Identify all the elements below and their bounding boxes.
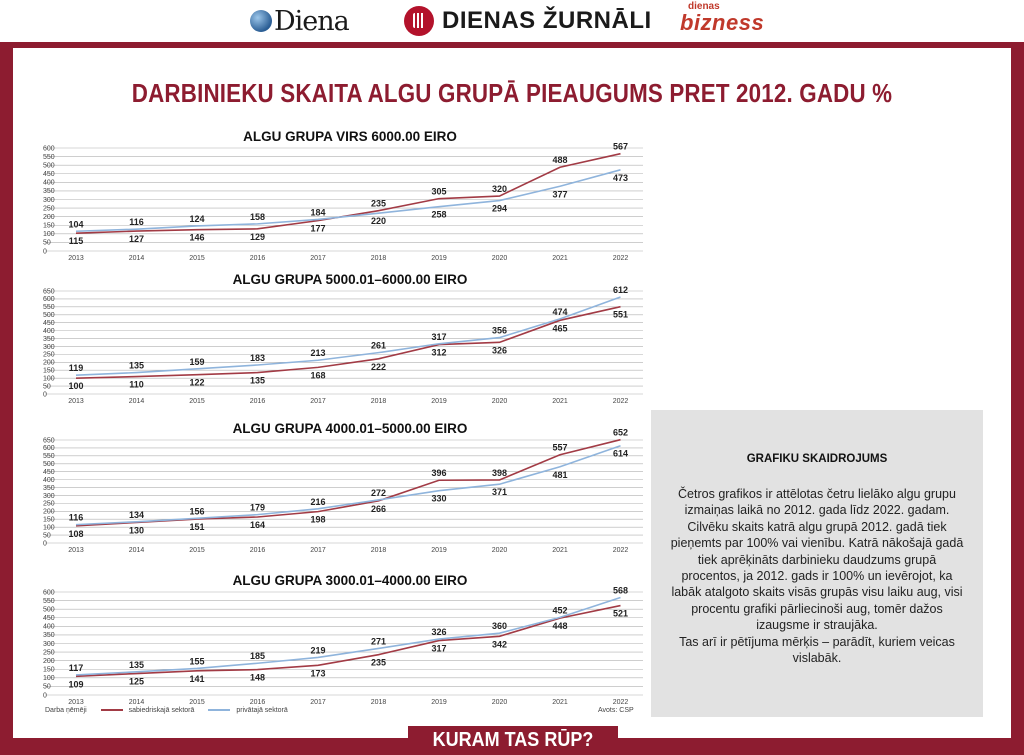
y-tick-label: 0 — [43, 248, 47, 256]
y-tick-label: 450 — [43, 468, 55, 476]
y-tick-label: 350 — [43, 188, 55, 196]
private-data-label: 159 — [189, 356, 205, 367]
y-tick-label: 300 — [43, 492, 55, 500]
x-tick-label: 2021 — [552, 255, 568, 262]
x-tick-label: 2019 — [431, 255, 447, 262]
private-data-label: 127 — [128, 234, 145, 245]
x-tick-label: 2014 — [128, 547, 145, 554]
x-tick-label: 2019 — [431, 398, 447, 405]
public-data-label: 129 — [249, 231, 266, 242]
y-tick-label: 50 — [43, 683, 51, 691]
x-tick-label: 2013 — [68, 699, 84, 706]
private-data-label: 185 — [249, 651, 266, 662]
private-data-label: 330 — [431, 493, 447, 504]
public-sector-line — [76, 440, 621, 526]
x-tick-label: 2021 — [552, 547, 568, 554]
public-data-label: 465 — [552, 323, 568, 334]
x-tick-label: 2016 — [249, 547, 266, 554]
x-tick-label: 2018 — [370, 255, 387, 262]
private-data-label: 135 — [128, 659, 145, 670]
brand-dienas-bizness[interactable] — [680, 2, 764, 36]
y-tick-label: 150 — [43, 516, 55, 524]
book-icon — [404, 6, 434, 36]
y-tick-label: 200 — [43, 359, 55, 367]
brand-diena[interactable] — [250, 4, 349, 38]
public-data-label: 342 — [491, 639, 508, 650]
private-data-label: 119 — [68, 363, 84, 374]
private-data-label: 220 — [370, 216, 387, 227]
chart-title-2: ALGU GRUPA 5000.01–6000.00 EIRO — [232, 272, 468, 287]
public-data-label: 177 — [310, 223, 326, 234]
public-data-label: 396 — [431, 468, 447, 479]
public-data-label: 652 — [612, 427, 629, 438]
public-sector-line — [76, 154, 621, 233]
private-data-label: 474 — [552, 306, 568, 317]
public-data-label: 320 — [491, 184, 508, 195]
x-tick-label: 2016 — [249, 255, 266, 262]
bottom-tab-label: KURAM TAS RŪP? — [432, 729, 594, 751]
chart-title-3: ALGU GRUPA 4000.01–5000.00 EIRO — [232, 421, 468, 436]
private-data-label: 371 — [491, 487, 508, 498]
x-tick-label: 2022 — [612, 255, 629, 262]
public-data-label: 116 — [129, 217, 144, 228]
x-tick-label: 2021 — [552, 398, 568, 405]
public-data-label: 164 — [249, 520, 266, 531]
y-tick-label: 250 — [43, 500, 55, 508]
y-tick-label: 50 — [43, 239, 51, 247]
y-tick-label: 100 — [43, 524, 55, 532]
private-data-label: 117 — [68, 662, 84, 673]
public-data-label: 557 — [552, 442, 568, 453]
info-heading: GRAFIKU SKAIDROJUMS — [746, 453, 888, 465]
chart-title-1: ALGU GRUPA VIRS 6000.00 EIRO — [243, 129, 457, 144]
x-tick-label: 2013 — [68, 398, 84, 405]
y-tick-label: 150 — [43, 222, 55, 230]
x-tick-label: 2019 — [431, 699, 447, 706]
y-tick-label: 250 — [43, 205, 55, 213]
brand-diena-label: Diena — [274, 5, 349, 37]
public-sector-line — [76, 606, 621, 677]
private-data-label: 216 — [310, 496, 326, 507]
y-tick-label: 200 — [43, 657, 55, 665]
public-data-label: 124 — [189, 213, 205, 224]
y-tick-label: 350 — [43, 632, 55, 640]
brand-dienas-bizness-top: dienas — [688, 1, 720, 12]
public-data-label: 551 — [612, 309, 629, 320]
y-tick-label: 600 — [43, 589, 55, 597]
y-tick-label: 50 — [43, 383, 51, 391]
private-data-label: 612 — [612, 285, 629, 296]
y-tick-label: 550 — [43, 304, 55, 312]
x-tick-label: 2013 — [68, 547, 84, 554]
source-note: Avots: CSP — [598, 707, 634, 714]
private-data-label: 134 — [128, 509, 145, 520]
y-tick-label: 400 — [43, 327, 55, 335]
y-tick-label: 350 — [43, 335, 55, 343]
x-tick-label: 2015 — [189, 398, 205, 405]
x-tick-label: 2018 — [370, 547, 387, 554]
x-tick-label: 2018 — [370, 699, 387, 706]
private-data-label: 258 — [431, 209, 447, 220]
x-tick-label: 2022 — [612, 699, 629, 706]
public-data-label: 398 — [491, 467, 508, 478]
x-tick-label: 2015 — [189, 699, 205, 706]
private-data-label: 183 — [249, 353, 266, 364]
legend-public-label: sabiedriskajā sektorā — [128, 707, 195, 714]
y-tick-label: 450 — [43, 319, 55, 327]
private-data-label: 294 — [491, 203, 508, 214]
y-tick-label: 550 — [43, 453, 55, 461]
private-data-label: 326 — [431, 627, 447, 638]
public-data-label: 135 — [249, 375, 266, 386]
public-data-label: 567 — [612, 141, 629, 152]
private-data-label: 261 — [370, 340, 387, 351]
private-data-label: 219 — [310, 645, 326, 656]
public-data-label: 100 — [68, 381, 84, 392]
public-data-label: 266 — [370, 503, 387, 514]
y-tick-label: 500 — [43, 162, 55, 170]
x-tick-label: 2017 — [310, 255, 326, 262]
x-tick-label: 2019 — [431, 547, 447, 554]
x-tick-label: 2022 — [612, 547, 629, 554]
private-data-label: 271 — [370, 636, 387, 647]
x-tick-label: 2017 — [310, 398, 326, 405]
y-tick-label: 0 — [43, 692, 47, 700]
y-tick-label: 100 — [43, 675, 55, 683]
private-data-label: 356 — [491, 325, 508, 336]
y-tick-label: 600 — [43, 445, 55, 453]
x-tick-label: 2020 — [491, 398, 508, 405]
y-tick-label: 300 — [43, 196, 55, 204]
private-data-label: 213 — [310, 348, 326, 359]
y-tick-label: 0 — [43, 540, 47, 548]
y-tick-label: 400 — [43, 179, 55, 187]
x-tick-label: 2013 — [68, 255, 84, 262]
public-data-label: 141 — [189, 673, 205, 684]
chart-4 — [0, 585, 700, 709]
page-title: DARBINIEKU SKAITA ALGU GRUPĀ PIEAUGUMS PRET 2012. GADU % — [131, 78, 893, 108]
y-tick-label: 250 — [43, 649, 55, 657]
x-tick-label: 2014 — [128, 398, 145, 405]
y-tick-label: 500 — [43, 312, 55, 320]
y-tick-label: 200 — [43, 213, 55, 221]
public-data-label: 235 — [370, 657, 387, 668]
private-data-label: 473 — [612, 172, 629, 183]
y-tick-label: 500 — [43, 606, 55, 614]
public-data-label: 305 — [431, 186, 447, 197]
private-data-label: 116 — [68, 512, 84, 523]
info-text-2: Tas arī ir pētījuma mērķis – parādīt, kuriem veicas vislabāk. — [679, 634, 955, 666]
public-data-label: 168 — [310, 370, 326, 381]
x-tick-label: 2015 — [189, 547, 205, 554]
public-data-label: 198 — [310, 514, 326, 525]
public-data-label: 317 — [431, 643, 447, 654]
x-tick-label: 2017 — [310, 547, 326, 554]
private-sector-line — [76, 170, 621, 231]
x-tick-label: 2020 — [491, 255, 508, 262]
info-text: Četros grafikos ir attēlotas četru lielāko algu grupu izmaiņas laikā no 2012. gada līdz 2022. gadam. Cilvēku skaits katrā algu grupā 2012. gadā tiek pieņemts par 100% vai vienību. Katrā nākošajā gadā tiek aprēķināts darbinieku daudzums grupā procentos, ja 2012. gads ir 100% un ievērojot, ka labāk atalgoto skaits visās grupās visu laiku aug, visi procentu grafiki pārliecinoši aug, tomēr dažos izaugsme ir straujāka. — [670, 487, 964, 633]
y-tick-label: 550 — [43, 597, 55, 605]
y-tick-label: 200 — [43, 508, 55, 516]
top-bar — [0, 0, 1024, 42]
public-data-label: 448 — [552, 621, 568, 632]
private-data-label: 115 — [68, 236, 84, 247]
y-tick-label: 100 — [43, 375, 55, 383]
y-tick-label: 400 — [43, 476, 55, 484]
public-data-label: 173 — [310, 668, 326, 679]
brand-dienas-zurnali[interactable] — [404, 4, 652, 38]
private-data-label: 360 — [491, 621, 508, 632]
chart-1 — [0, 141, 700, 265]
private-data-label: 158 — [249, 211, 266, 222]
private-sector-line — [76, 446, 621, 525]
legend-private-label: privātajā sektorā — [236, 707, 288, 714]
private-data-label: 155 — [189, 656, 205, 667]
x-tick-label: 2018 — [370, 398, 387, 405]
private-data-label: 452 — [552, 605, 568, 616]
private-data-label: 272 — [370, 487, 387, 498]
public-data-label: 109 — [68, 679, 84, 690]
y-tick-label: 0 — [43, 391, 47, 399]
private-data-label: 146 — [189, 232, 205, 243]
x-tick-label: 2021 — [552, 699, 568, 706]
y-tick-label: 250 — [43, 351, 55, 359]
public-data-label: 125 — [128, 676, 145, 687]
chart-legend — [45, 707, 288, 714]
private-data-label: 377 — [552, 189, 568, 200]
public-data-label: 222 — [370, 361, 387, 372]
public-data-label: 521 — [612, 608, 629, 619]
private-data-label: 614 — [612, 448, 629, 459]
public-data-label: 151 — [189, 522, 205, 533]
brand-dienas-bizness-label: bizness — [680, 10, 765, 35]
legend-title: Darba ņēmēji — [45, 707, 87, 714]
public-data-label: 326 — [491, 345, 508, 356]
legend-private — [208, 707, 287, 714]
public-data-label: 488 — [552, 155, 568, 166]
private-data-label: 317 — [431, 331, 447, 342]
private-data-label: 135 — [128, 360, 145, 371]
private-data-label: 481 — [552, 469, 568, 480]
public-data-label: 235 — [370, 198, 387, 209]
y-tick-label: 300 — [43, 343, 55, 351]
x-tick-label: 2020 — [491, 547, 508, 554]
y-tick-label: 500 — [43, 461, 55, 469]
info-body — [667, 486, 967, 666]
y-tick-label: 300 — [43, 640, 55, 648]
public-data-label: 110 — [129, 379, 144, 390]
public-data-label: 104 — [68, 219, 84, 230]
y-tick-label: 100 — [43, 231, 55, 239]
y-tick-label: 450 — [43, 615, 55, 623]
private-data-label: 184 — [310, 207, 326, 218]
private-data-label: 179 — [249, 502, 266, 513]
public-data-label: 312 — [431, 347, 447, 358]
public-data-label: 130 — [128, 525, 145, 536]
y-tick-label: 650 — [43, 288, 55, 296]
brand-dienas-zurnali-label: DIENAS ŽURNĀLI — [442, 7, 652, 34]
x-tick-label: 2014 — [128, 699, 145, 706]
private-data-label: 156 — [189, 506, 205, 517]
y-tick-label: 150 — [43, 367, 55, 375]
x-tick-label: 2016 — [249, 398, 266, 405]
y-tick-label: 600 — [43, 145, 55, 153]
public-data-label: 122 — [189, 377, 205, 388]
legend-public — [101, 707, 195, 714]
x-tick-label: 2016 — [249, 699, 266, 706]
x-tick-label: 2022 — [612, 398, 629, 405]
x-tick-label: 2014 — [128, 255, 145, 262]
private-data-label: 568 — [612, 585, 629, 596]
y-tick-label: 650 — [43, 437, 55, 445]
x-tick-label: 2020 — [491, 699, 508, 706]
x-tick-label: 2015 — [189, 255, 205, 262]
y-tick-label: 450 — [43, 171, 55, 179]
chart-2 — [0, 285, 700, 408]
public-data-label: 148 — [249, 672, 266, 683]
y-tick-label: 150 — [43, 666, 55, 674]
y-tick-label: 400 — [43, 623, 55, 631]
x-tick-label: 2017 — [310, 699, 326, 706]
y-tick-label: 600 — [43, 296, 55, 304]
chart-title-4: ALGU GRUPA 3000.01–4000.00 EIRO — [232, 573, 468, 588]
y-tick-label: 50 — [43, 532, 51, 540]
y-tick-label: 550 — [43, 153, 55, 161]
globe-icon — [250, 10, 272, 32]
y-tick-label: 350 — [43, 484, 55, 492]
public-data-label: 108 — [68, 528, 84, 539]
